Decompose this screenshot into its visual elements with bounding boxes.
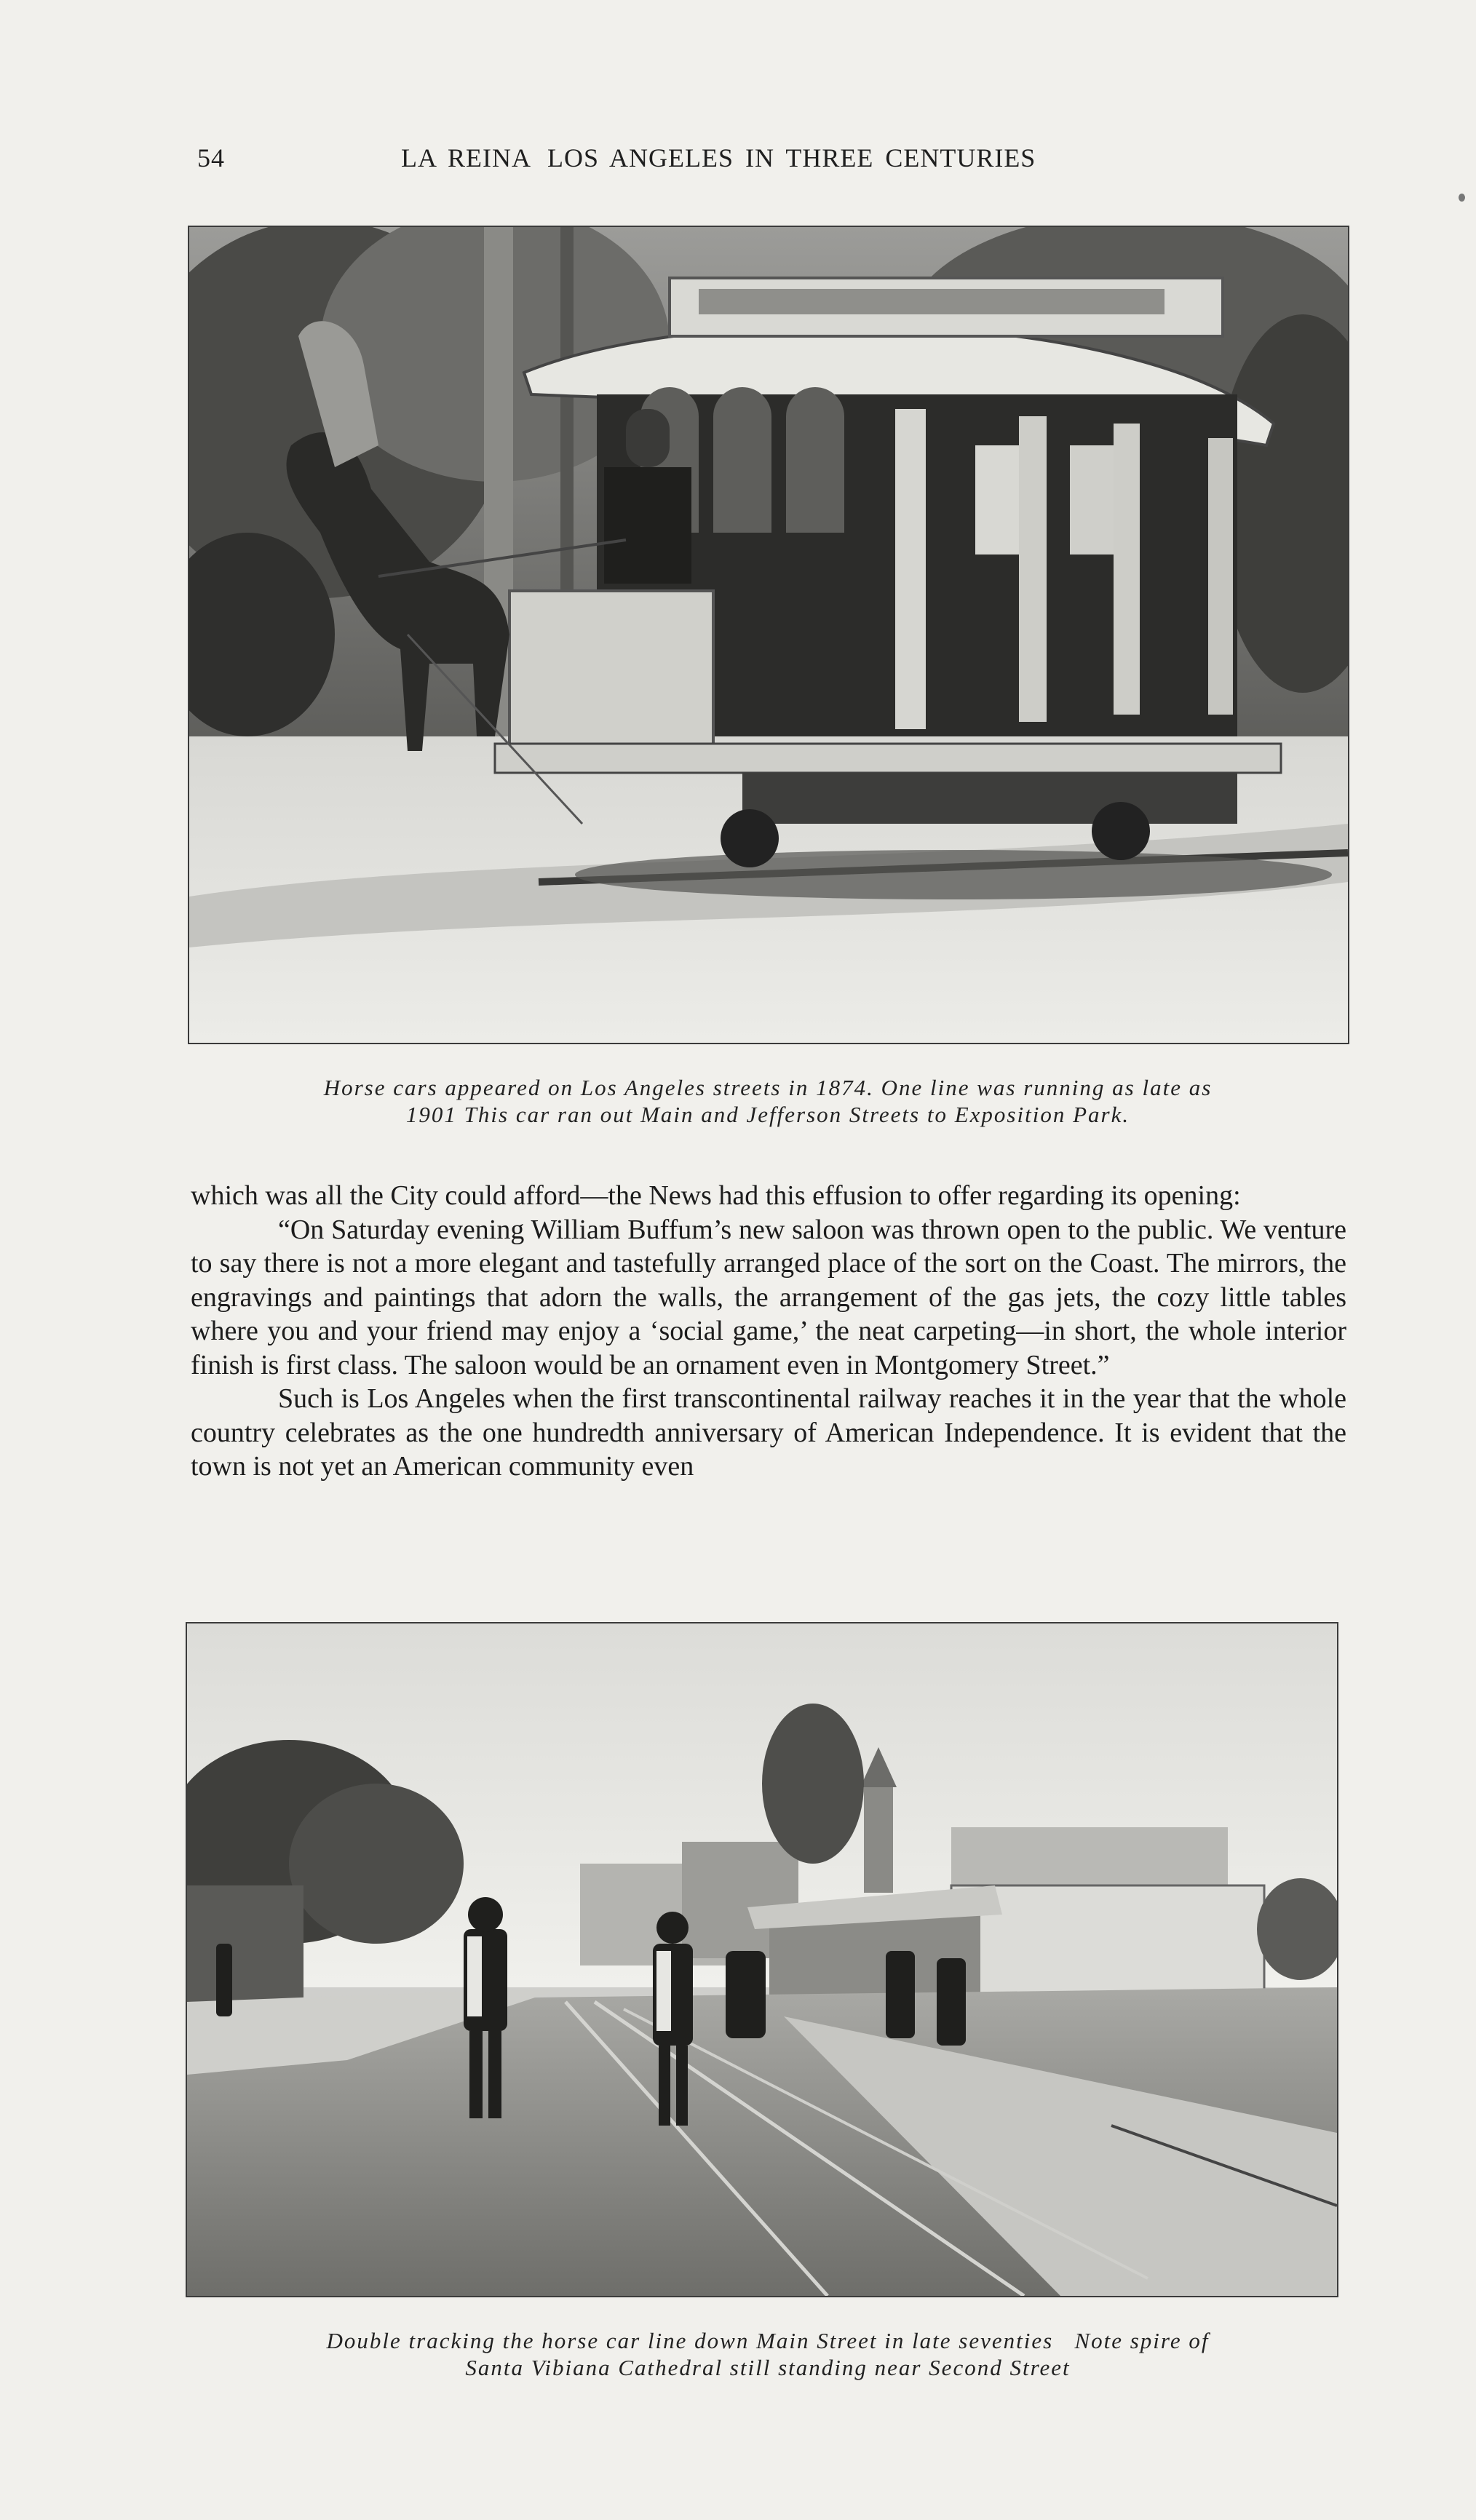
double-tracking-photo [186, 1622, 1338, 2297]
caption-line: Double tracking the horse car line down Main Street in late seventies Note spire of [326, 2328, 1210, 2353]
running-head [197, 143, 1136, 179]
quoted-paragraph: “On Saturday evening William Buffum’s new saloon was thrown open to the public. We venture to say there is not a more elegant and tastefully arranged place of the sort on the Coast. The mirrors, the engravings and paintings that adorn the walls, the arrangement of the gas jets, the cozy little tables where you and your friend may enjoy a ‘social game,’ the neat carpeting—in short, the whole interior finish is first class. The saloon would be an ornament even in Montgomery Street.” [191, 1214, 1346, 1380]
caption-line: Santa Vibiana Cathedral still standing near Second Street [465, 2355, 1071, 2380]
body-text [191, 1179, 1346, 1484]
double-tracking-caption [204, 2327, 1332, 2381]
book-title: LA REINA [401, 143, 531, 172]
paragraph: Such is Los Angeles when the first transcontinental railway reaches it in the year that the whole country celebrates as the one hundredth anniversary of American Independence. It is evident that the town is not yet an American community even [191, 1383, 1346, 1482]
paper-speck [1459, 194, 1465, 202]
horse-car-illustration [189, 227, 1348, 1043]
page-number: 54 [197, 143, 225, 172]
horse-car-caption [218, 1074, 1317, 1128]
main-street-illustration [187, 1623, 1337, 2296]
caption-line: Horse cars appeared on Los Angeles streets in 1874. One line was running as late as [323, 1075, 1213, 1100]
book-subtitle: LOS ANGELES IN THREE CENTURIES [547, 143, 1036, 172]
paragraph: which was all the City could afford—the News had this effusion to offer regarding its opening: [191, 1180, 1241, 1211]
caption-line: 1901 This car ran out Main and Jefferson Streets to Exposition Park. [405, 1102, 1130, 1127]
horse-car-photo [188, 226, 1349, 1044]
running-title [401, 143, 1036, 173]
